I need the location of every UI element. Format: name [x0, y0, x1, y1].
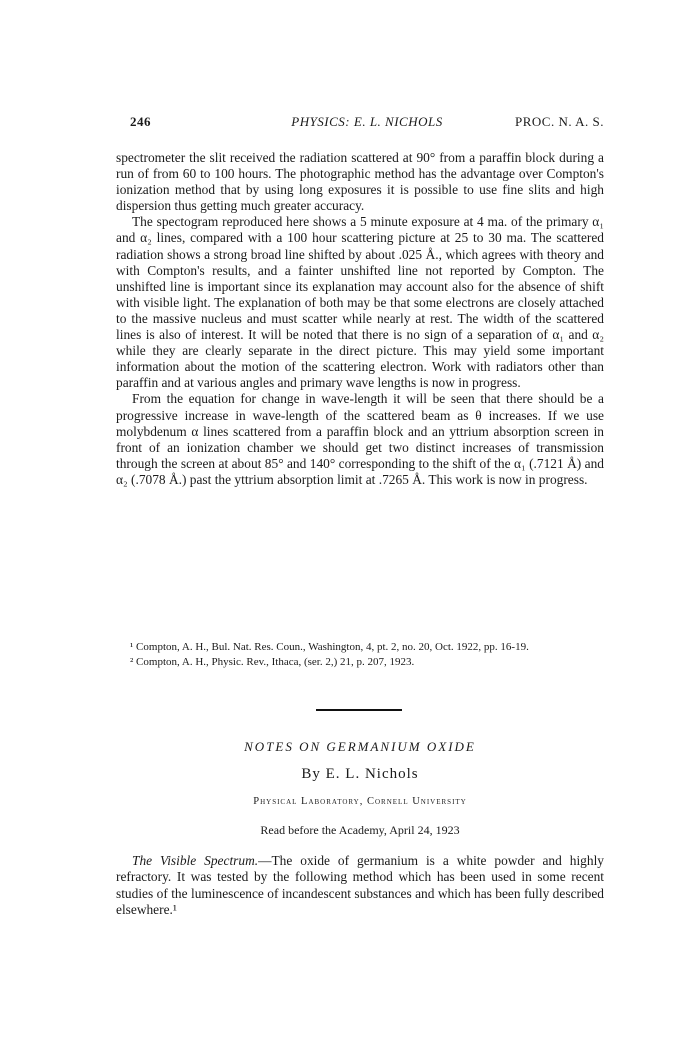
- section-text: —The oxide of germanium is a white powder and highly refractory. It was tested by the following method which has been used in some recent studies of the luminescence of incandescent substances and which has been fully described elsewhere.¹: [116, 853, 604, 918]
- footnote-2: ² Compton, A. H., Physic. Rev., Ithaca, (ser. 2,) 21, p. 207, 1923.: [130, 656, 415, 668]
- article-title: NOTES ON GERMANIUM OXIDE: [244, 739, 476, 754]
- journal-abbrev: PROC. N. A. S.: [515, 114, 604, 129]
- section-title: The Visible Spectrum.: [132, 853, 259, 868]
- footnote-1: ¹ Compton, A. H., Bul. Nat. Res. Coun., Washington, 4, pt. 2, no. 20, Oct. 1922, pp. 16-19.: [130, 641, 529, 653]
- paragraph-1: spectrometer the slit received the radiation scattered at 90° from a paraffin block during a run of from 60 to 100 hours. The photographic method has the advantage over Compton's ionization method that by using long exposures it is possible to use fine slits and high dispersion thus getting much greater accuracy.: [116, 150, 604, 214]
- main-text: [116, 150, 604, 488]
- running-title: PHYSICS: E. L. NICHOLS: [291, 114, 443, 129]
- article-paragraph-1: [116, 853, 604, 919]
- paragraph-2: The spectogram reproduced here shows a 5 minute exposure at 4 ma. of the primary α₁ and α₂ lines, compared with a 100 hour scattering picture at 25 to 30 ma. The scattered radiation shows a strong broad line shifted by about .025 Å., which agrees with theory and with Compton's results, and a fainter unshifted line not reported by Compton. The unshifted line is important since its explanation may account also for the absence of shift with visible light. The explanation of both may be that some electrons are closely attached to the massive nucleus and must scatter while nearly at rest. The width of the scattered lines is also of interest. It will be noted that there is no sign of a separation of α₁ and α₂ while they are clearly separate in the direct picture. This may yield some important information about the motion of the scattering electron. Work with radiators other than paraffin and at various angles and primary wave lengths is now in progress.: [116, 214, 604, 391]
- running-head: [130, 114, 604, 134]
- paragraph-3: From the equation for change in wave-length it will be seen that there should be a progressive increase in wave-length of the scattered beam as θ increases. If we use molybdenum α lines scattered from a paraffin block and an yttrium absorption screen in front of an ionization chamber we should get two distinct increases of transmission through the screen at about 85° and 140° corresponding to the shift of the α₁ (.7121 Å) and α₂ (.7078 Å.) past the yttrium absorption limit at .7265 Å. This work is now in progress.: [116, 391, 604, 487]
- footnotes: [116, 640, 604, 670]
- author-affiliation: Physical Laboratory, Cornell University: [253, 796, 467, 807]
- article-body: [116, 853, 604, 919]
- section-divider: [316, 709, 402, 711]
- read-date: Read before the Academy, April 24, 1923: [260, 823, 460, 837]
- page-number: 246: [130, 114, 151, 129]
- article-byline: By E. L. Nichols: [301, 766, 419, 782]
